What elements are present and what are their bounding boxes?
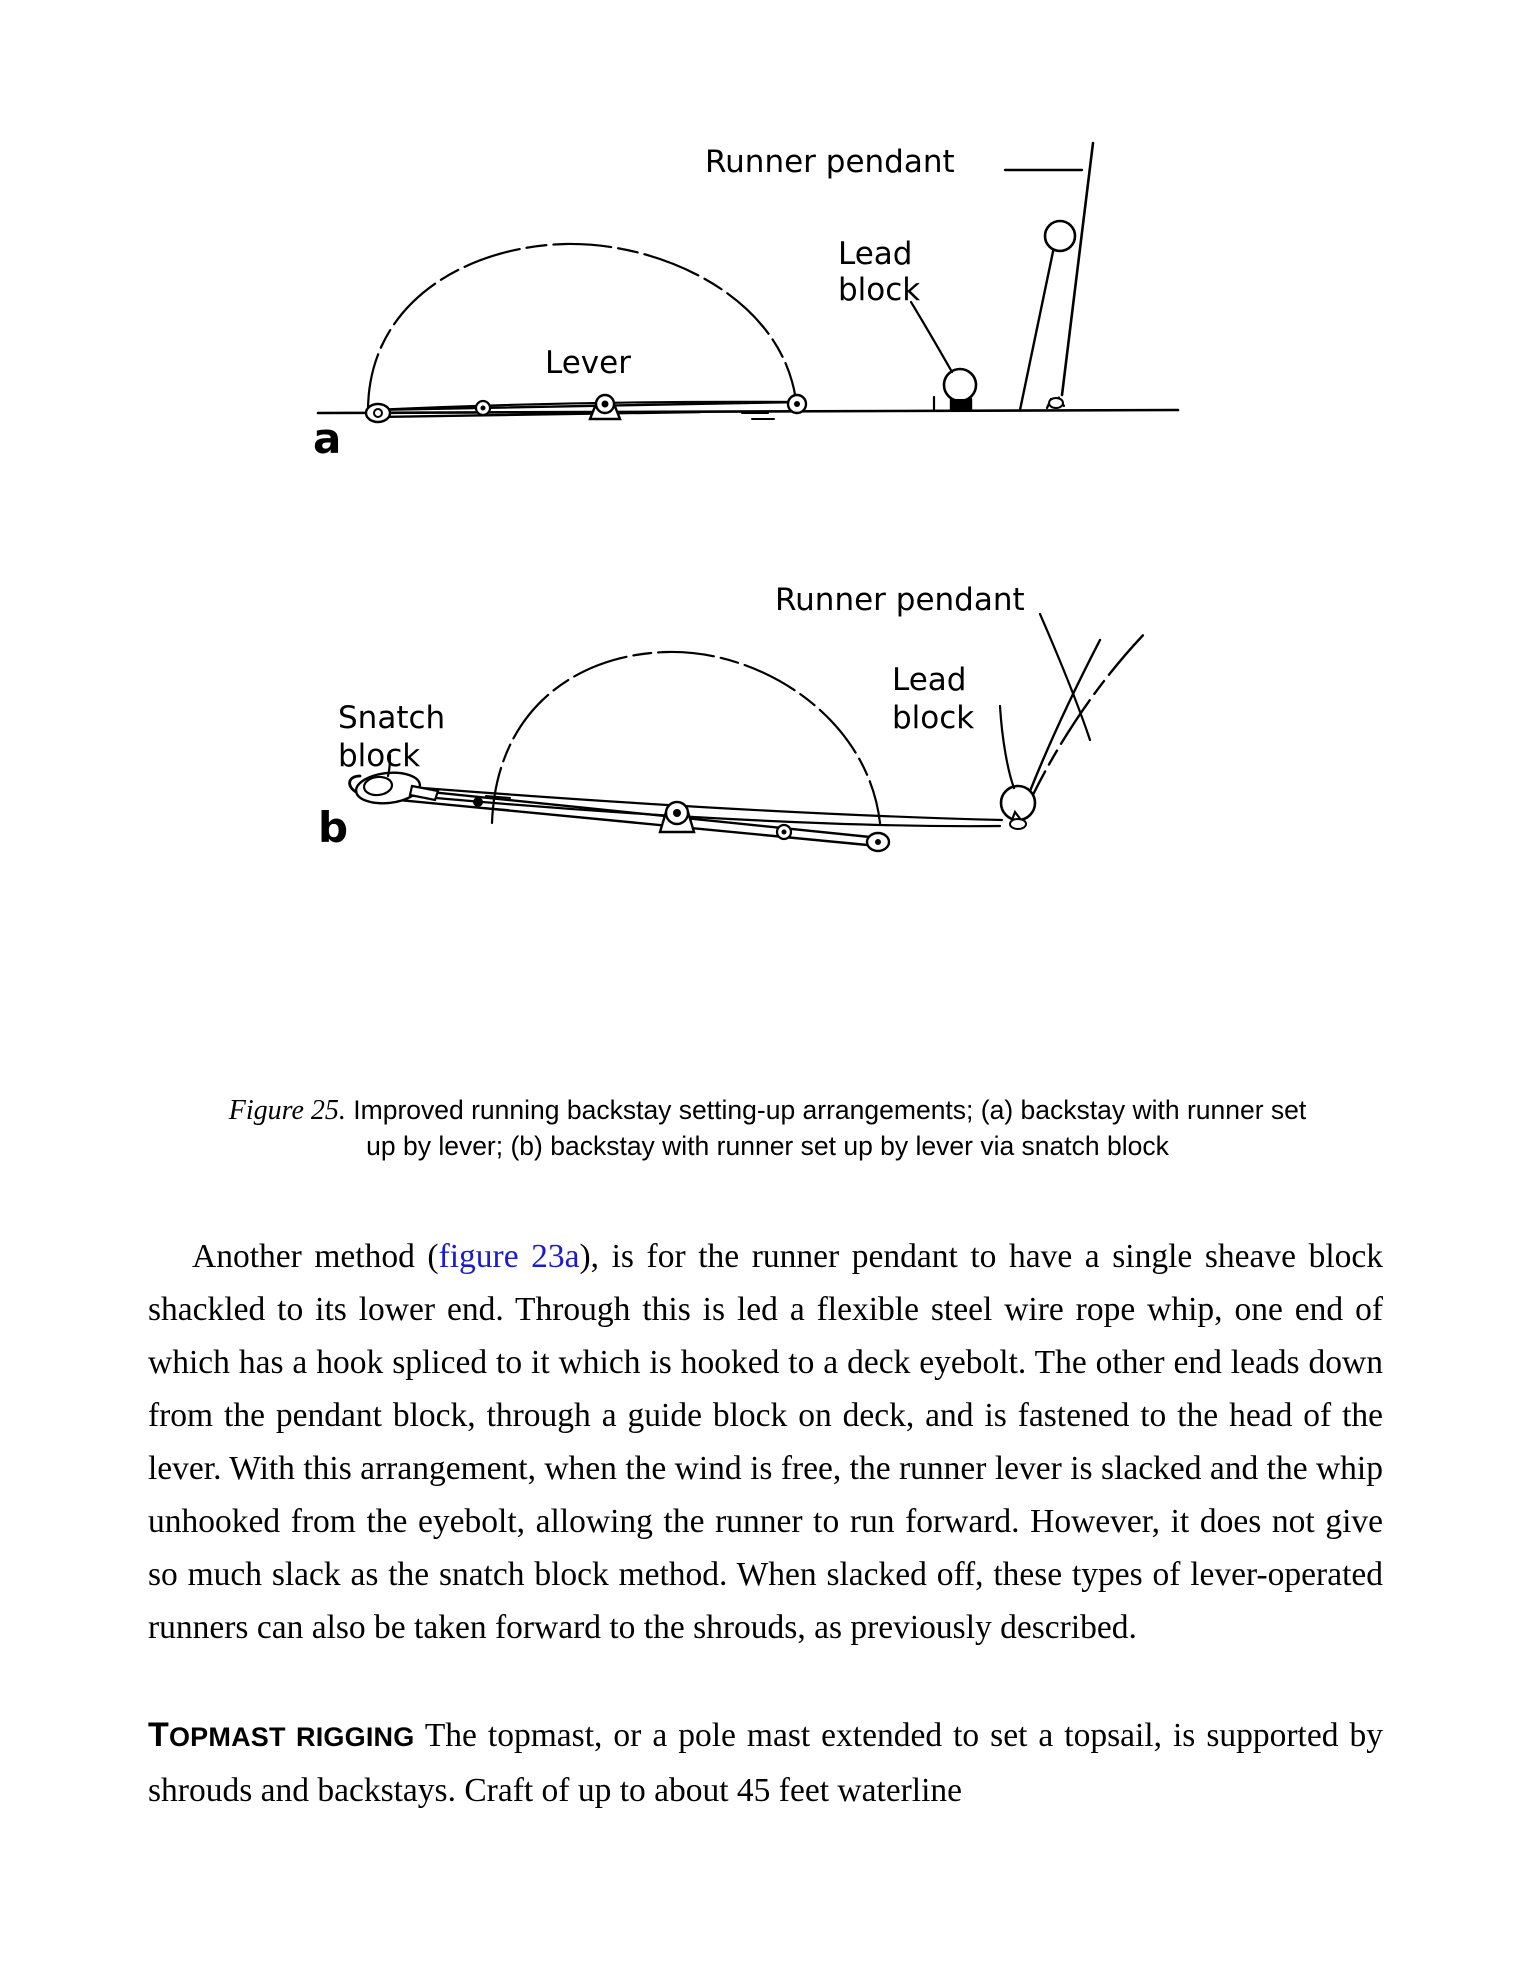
figure-25b-diagram — [0, 570, 1530, 870]
panel-letter-a: a — [313, 414, 342, 463]
lead-block-leader — [911, 302, 952, 372]
heading-initial-cap: T — [148, 1715, 169, 1754]
label-lead-block-b-line1: Lead — [892, 662, 967, 698]
paragraph-topmast-rigging — [148, 1709, 1383, 1817]
lever-mid-eye-hole — [481, 406, 486, 411]
panel-letter-b: b — [318, 803, 349, 852]
runner-pendant-rope — [1020, 242, 1055, 410]
label-snatch-block-line2: block — [338, 738, 421, 774]
label-snatch-block-line1: Snatch — [338, 700, 446, 736]
figure-23a-link[interactable]: figure 23a — [438, 1237, 580, 1275]
paragraph-another-method — [148, 1230, 1383, 1654]
lead-block-pedestal — [951, 399, 971, 410]
label-lead-block-b-line2: block — [892, 700, 975, 736]
caption-line-1: Improved running backstay setting-up arrangements; (a) backstay with runner set — [345, 1095, 1307, 1125]
pendant-block-sheave — [1045, 221, 1075, 251]
lever-fulcrum-bolt-b — [673, 809, 681, 817]
lever-fulcrum-bolt — [602, 401, 609, 408]
backstay-upper — [1062, 143, 1093, 395]
label-runner-pendant-b: Runner pendant — [775, 582, 1025, 618]
lever-handle-eye-hole — [374, 409, 382, 417]
wire-shackle-b — [473, 797, 483, 807]
heading-rest: OPMAST RIGGING — [168, 1721, 415, 1752]
lever-head-pin-b — [875, 839, 881, 845]
label-runner-pendant-a: Runner pendant — [705, 144, 955, 180]
figure-25a-svg — [0, 120, 1530, 580]
paragraph-1-after-link: ), is for the runner pendant to have a single sheave block shackled to its lower end. Through this is led a flexible steel wire rope whip, one end of which has a hook spliced to it which is hooked to a deck eyebolt. The other end leads down from the pendant block, through a guide block on deck, and is fastened to the head of the lever. With this arrangement, when the wind is free, the runner lever is slacked and the whip unhooked from the eyebolt, allowing the runner to run forward. However, it does not give so much slack as the snatch block method. When slacked off, these types of lever-operated runners can also be taken forward to the shrouds, as previously described. — [148, 1237, 1383, 1646]
label-lead-block-a-line2: block — [838, 272, 921, 308]
lever-head-tackle — [742, 413, 774, 419]
paragraph-2-text: The topmast, or a pole mast extended to set a topsail, is supported by shrouds and backstays. Craft of up to about 45 feet waterline — [148, 1716, 1383, 1809]
lever-mid-eye-hole-b — [782, 830, 787, 835]
label-lever-a: Lever — [545, 345, 631, 381]
runner-sweep-arc — [368, 244, 797, 411]
lever-head-pin — [794, 401, 800, 407]
figure-caption — [160, 1092, 1375, 1164]
lead-block-sheave — [944, 369, 976, 401]
runner-pendant-rope-b — [1020, 640, 1100, 817]
topmast-rigging-heading — [148, 1715, 415, 1754]
caption-figure-number: Figure 25. — [228, 1095, 346, 1126]
paragraph-1-before-link: Another method ( — [192, 1237, 439, 1275]
figure-25b-svg — [0, 570, 1530, 870]
caption-line-2: up by lever; (b) backstay with runner set up by lever via snatch block — [366, 1131, 1169, 1162]
label-lead-block-a-line1: Lead — [838, 236, 913, 272]
lead-block-eyebolt-b — [1010, 819, 1026, 829]
deck-eyebolt-ring — [1049, 398, 1063, 408]
figure-25a-diagram — [0, 120, 1530, 580]
lead-block-leader-b — [1000, 706, 1014, 788]
